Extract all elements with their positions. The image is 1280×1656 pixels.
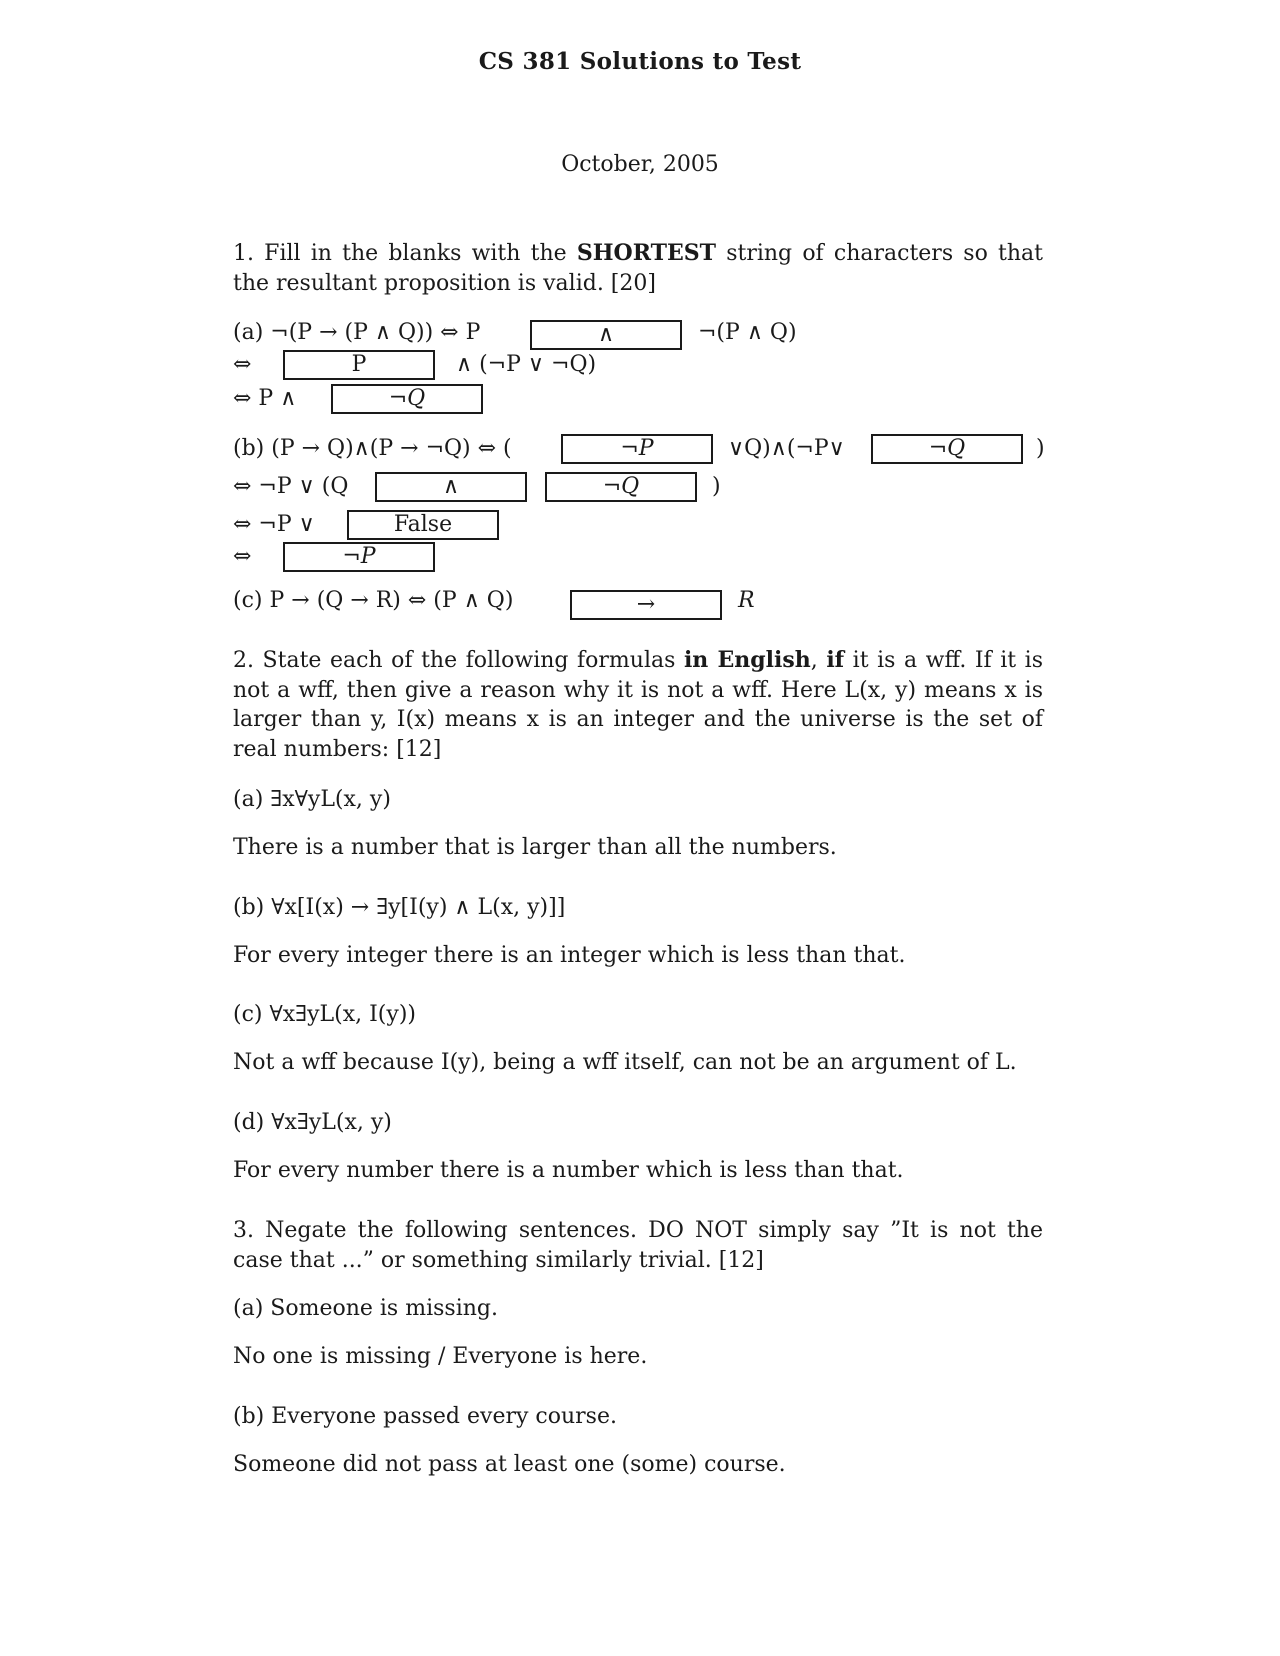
q2-prompt: 2. State each of the following formulas in English, if it is a wff. If it is not a wff, then give a reason why it is not a wff. Here L(x, y) means x is larger than y, I(x) means x is an integer and the universe is the set of real numbers: [12] [233,647,1043,762]
q2d-formula: (d) ∀x∃yL(x, y) [233,1110,392,1135]
q1a-blank2: P [283,350,435,380]
q1b-blank1: ¬P [561,434,713,464]
q1b-line1-mid: ∨Q)∧(¬P∨ [728,436,845,461]
q1a-line2-right: ∧ (¬P ∨ ¬Q) [456,352,597,377]
q1b-blank2: ¬Q [871,434,1023,464]
q1b-blank6: ¬P [283,542,435,572]
q1a-line1-right: ¬(P ∧ Q) [698,320,797,345]
q2d-answer: For every number there is a number which is less than that. [233,1158,904,1183]
page-date: October, 2005 [561,152,719,177]
q1b-line1-right: ) [1036,436,1045,461]
q1a-blank1: ∧ [530,320,682,350]
q1a-line2-left: ⇔ [233,352,252,377]
q1b-blank5: False [347,510,499,540]
q2a-answer: There is a number that is larger than all the numbers. [233,835,837,860]
q1c-blank1: → [570,590,722,620]
q1b-line3-left: ⇔ ¬P ∨ [233,512,315,537]
q1a-blank3: ¬Q [331,384,483,414]
q3a-answer: No one is missing / Everyone is here. [233,1344,648,1369]
q1b-line2-left: ⇔ ¬P ∨ (Q [233,474,349,499]
q1a-line3-left: ⇔ P ∧ [233,386,297,411]
q1c-line-right: R [738,588,755,613]
q2a-formula: (a) ∃x∀yL(x, y) [233,787,391,812]
q1b-blank4: ¬Q [545,472,697,502]
q3-prompt: 3. Negate the following sentences. DO NOT simply say ”It is not the case that ...” or something similarly trivial. [12] [233,1218,1043,1273]
q2c-answer: Not a wff because I(y), being a wff itself, can not be an argument of L. [233,1050,1017,1075]
q3b-sentence: (b) Everyone passed every course. [233,1404,617,1429]
q2c-formula: (c) ∀x∃yL(x, I(y)) [233,1002,416,1027]
page-title: CS 381 Solutions to Test [478,48,802,75]
q1b-blank3: ∧ [375,472,527,502]
q3a-sentence: (a) Someone is missing. [233,1296,498,1321]
q1b-line1-left: (b) (P → Q)∧(P → ¬Q) ⇔ ( [233,436,512,461]
q1c-line-left: (c) P → (Q → R) ⇔ (P ∧ Q) [233,588,514,613]
q1b-line4-left: ⇔ [233,544,252,569]
q1b-line2-right: ) [712,474,721,499]
q2b-answer: For every integer there is an integer which is less than that. [233,943,906,968]
q1a-line1-left: (a) ¬(P → (P ∧ Q)) ⇔ P [233,320,481,345]
q3b-answer: Someone did not pass at least one (some) course. [233,1452,786,1477]
q1-prompt: 1. Fill in the blanks with the SHORTEST string of characters so that the resultant proposition is valid. [20] [233,240,1043,296]
q2b-formula: (b) ∀x[I(x) → ∃y[I(y) ∧ L(x, y)]] [233,895,566,920]
